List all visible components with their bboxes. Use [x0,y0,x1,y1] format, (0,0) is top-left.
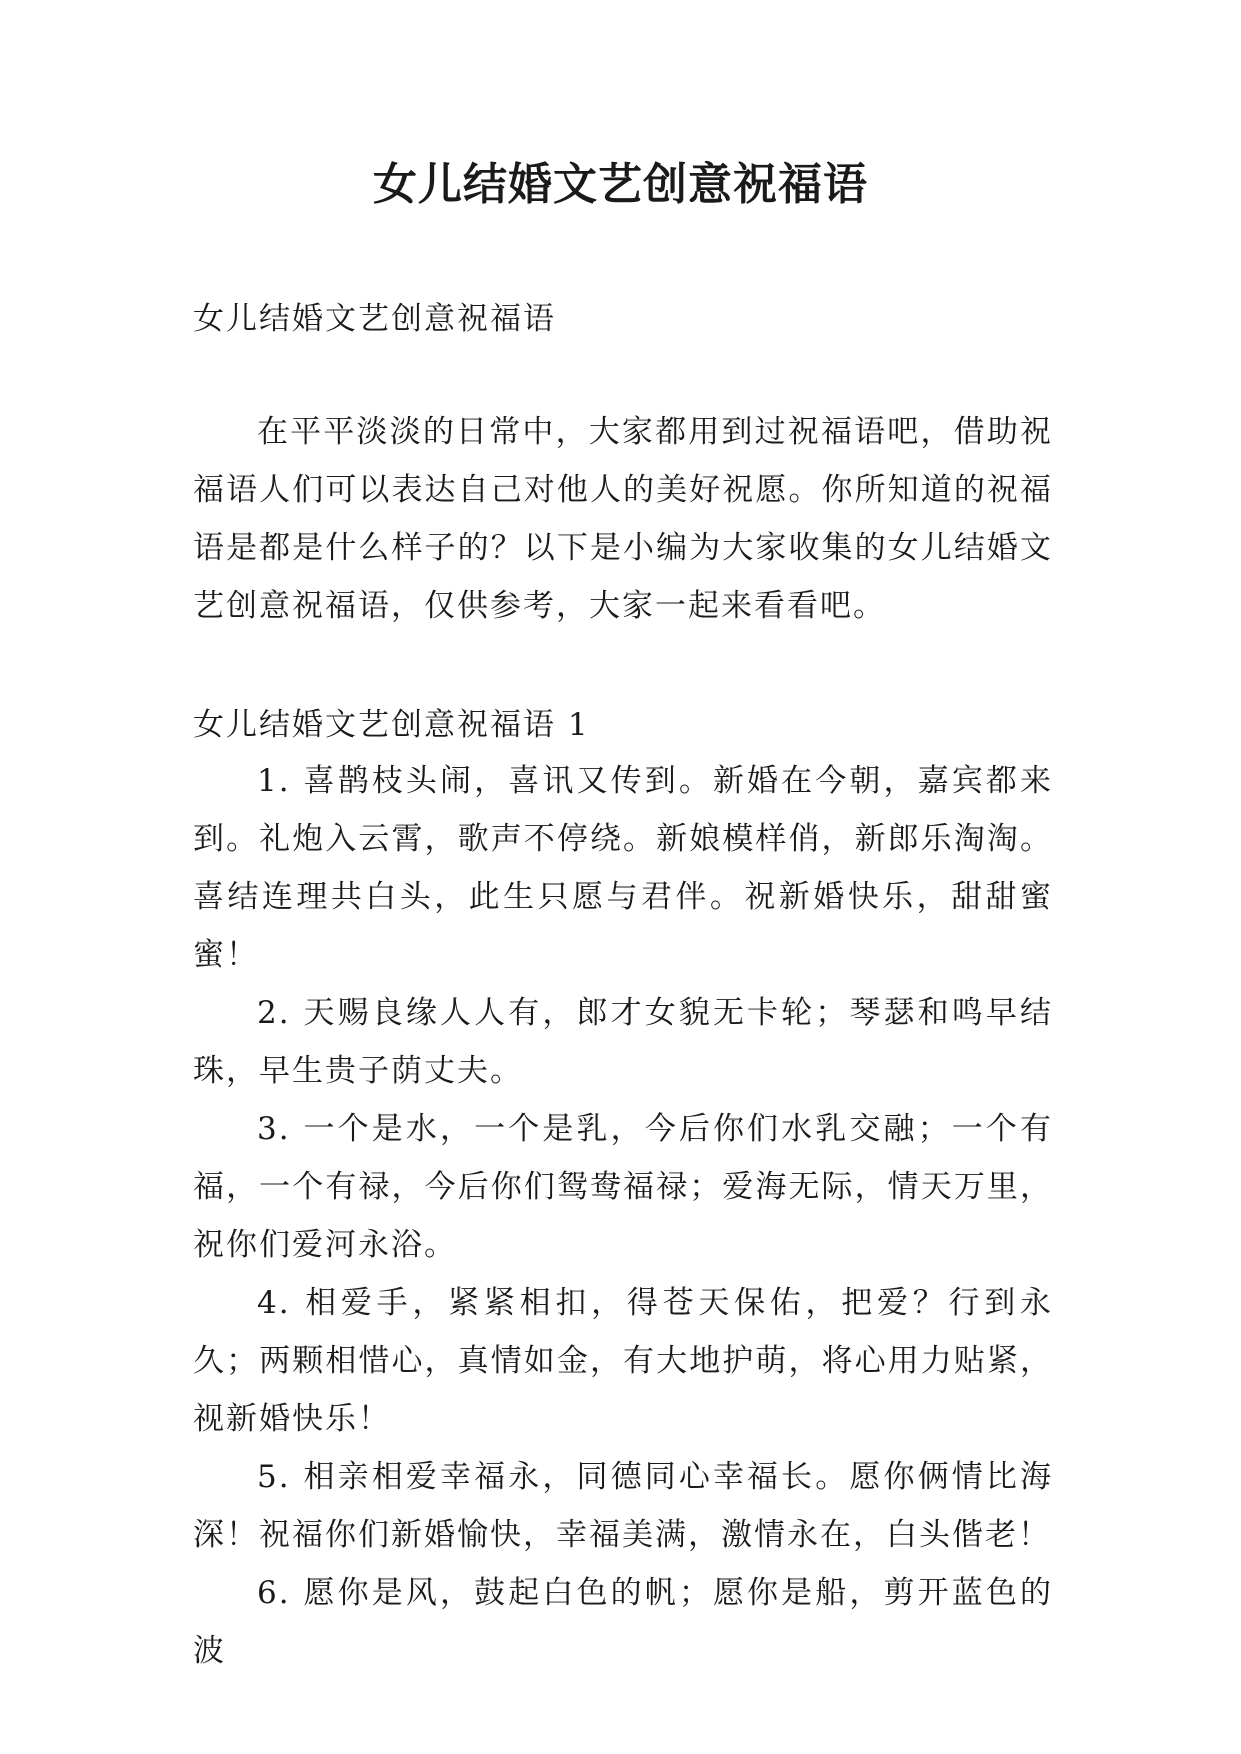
blessing-item: 4. 相爱手，紧紧相扣，得苍天保佑，把爱？行到永久；两颗相惜心，真情如金，有大地护萌，将心用力贴紧，视新婚快乐！ [193,1285,1053,1437]
page-title: 女儿结婚文艺创意祝福语 [373,159,868,210]
intro-paragraph: 在平平淡淡的日常中，大家都用到过祝福语吧，借助祝福语人们可以表达自己对他人的美好祝愿。你所知道的祝福语是都是什么样子的？以下是小编为大家收集的女儿结婚文艺创意祝福语，仅供参考，大家一起来看看吧。 [193,414,1053,624]
blessing-item: 2. 天赐良缘人人有，郎才女貌无卡轮；琴瑟和鸣早结珠，早生贵子荫丈夫。 [193,995,1053,1089]
blessing-item: 1. 喜鹊枝头闹，喜讯又传到。新婚在今朝，嘉宾都来到。礼炮入云霄，歌声不停绕。新娘模样俏，新郎乐淘淘。喜结连理共白头，此生只愿与君伴。祝新婚快乐，甜甜蜜蜜！ [193,763,1053,973]
blessing-item: 5. 相亲相爱幸福永，同德同心幸福长。愿你俩情比海深！祝福你们新婚愉快，幸福美满，激情永在，白头偕老！ [193,1459,1053,1553]
section-heading: 女儿结婚文艺创意祝福语 1 [193,707,590,743]
blessing-list [193,752,1053,1680]
document-subtitle: 女儿结婚文艺创意祝福语 [193,301,556,337]
blessing-item: 3. 一个是水，一个是乳，今后你们水乳交融；一个有福，一个有禄，今后你们鸳鸯福禄；爱海无际，情天万里，祝你们爱河永浴。 [193,1111,1053,1263]
blessing-item: 6. 愿你是风，鼓起白色的帆；愿你是船，剪开蓝色的波 [193,1575,1053,1669]
